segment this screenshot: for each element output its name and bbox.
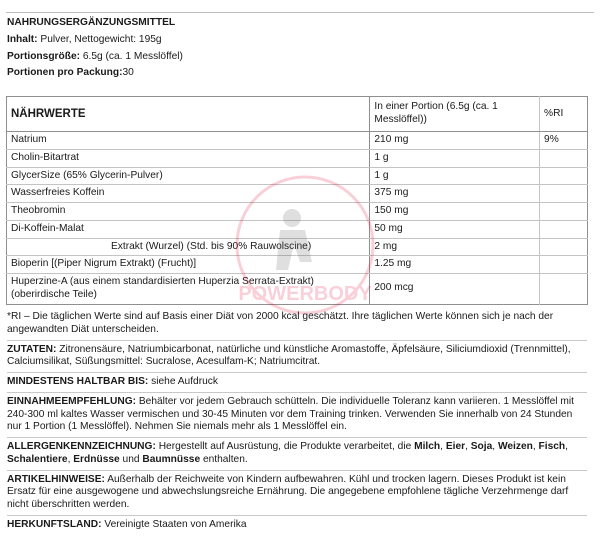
ri-note: *RI – Die täglichen Werte sind auf Basis einer Diät von 2000 kcal geschätzt. Ihre täglichen Werte können sich je nach der angewandten Diät unterscheiden. <box>7 311 554 335</box>
origin-section <box>7 519 587 532</box>
nutrient-amount: 1 g <box>370 167 540 185</box>
table-header-row <box>7 97 588 132</box>
separator: , <box>565 441 568 452</box>
table-row <box>7 167 588 185</box>
nutrient-amount: 200 mcg <box>370 274 540 305</box>
allergen-tree-nuts: Baumnüsse <box>142 453 201 465</box>
nutrient-ri <box>540 149 588 167</box>
nutrition-header: NÄHRWERTE <box>7 97 370 132</box>
allergen-eggs: Eier <box>445 441 466 452</box>
product-header <box>7 17 587 84</box>
divider <box>7 515 587 516</box>
table-row <box>7 149 588 167</box>
separator: , <box>465 441 471 452</box>
allergen-peanuts: Erdnüsse <box>73 453 120 465</box>
allergen-soy: Soja <box>470 441 493 452</box>
top-divider <box>6 12 594 13</box>
nutrient-amount: 2 mg <box>370 238 540 256</box>
allergen-section <box>7 441 587 467</box>
nutrient-ri <box>540 256 588 274</box>
usage-text: Behälter vor jedem Gebrauch schütteln. Die individuelle Toleranz kann variieren. 1 Messlöffel mit 240-300 ml kaltes Wasser vermischen und 30-45 Minuten vor dem Training trinken. Verwenden Sie innerhalb von 24 Stunden nur 1 Portion (1 Messlöffel). Nehmen Sie niemals mehr als 1 Messlöffel ein. <box>7 395 574 433</box>
nutrient-amount: 1.25 mg <box>370 256 540 274</box>
allergen-end: enthalten. <box>200 453 248 465</box>
nutrient-name: Theobromin <box>7 203 370 221</box>
contents-label: Inhalt: <box>7 33 38 45</box>
watermark-text: POWERBODY <box>238 283 372 305</box>
ingredients-section <box>7 344 587 370</box>
product-info <box>7 311 587 535</box>
document-title: NAHRUNGSERGÄNZUNGSMITTEL <box>7 17 176 28</box>
table-row <box>7 132 588 150</box>
contents-line <box>7 34 587 47</box>
contents-value: Pulver, Nettogewicht: 195g <box>40 33 162 45</box>
notes-label: ARTIKELHINWEISE: <box>7 473 105 485</box>
usage-section <box>7 396 587 434</box>
servings-per-pack-value: 30 <box>122 67 134 79</box>
nutrient-ri <box>540 274 588 305</box>
allergen-text: Hergestellt auf Ausrüstung, die Produkte verarbeitet, die <box>155 441 415 452</box>
nutrient-name: GlycerSize (65% Glycerin-Pulver) <box>7 167 370 185</box>
divider <box>7 437 587 438</box>
conjunction: und <box>119 453 143 465</box>
nutrient-amount: 1 g <box>370 149 540 167</box>
table-row <box>7 220 588 238</box>
ingredients-text: Zitronensäure, Natriumbicarbonat, natürliche und künstliche Aromastoffe, Äpfelsäure, Siliciumdioxid (Trennmittel), Calciumsilikat, Süßungsmittel: Sucralose, Acesulfam-K; Natriumcitrat. <box>7 343 571 368</box>
notes-text: Außerhalb der Reichweite von Kindern aufbewahren. Kühl und trocken lagern. Dieses Produkt ist kein Ersatz für eine ausgewogene und abwechslungsreiche Ernährung. Die angegebene empfohlene tägliche Verzehrmenge darf nicht überschritten werden. <box>7 473 569 510</box>
nutrient-name: Cholin-Bitartrat <box>7 149 370 167</box>
nutrient-ri <box>540 203 588 221</box>
usage-label: EINNAHMEEMPFEHLUNG: <box>7 395 137 407</box>
servings-per-pack-line <box>7 67 587 80</box>
nutrient-name: Natrium <box>7 132 370 150</box>
allergen-label: ALLERGENKENNZEICHNUNG: <box>7 441 156 452</box>
notes-section <box>7 474 587 512</box>
serving-size-line <box>7 51 587 64</box>
origin-text: Vereinigte Staaten von Amerika <box>101 518 247 530</box>
table-row <box>7 238 588 256</box>
divider <box>7 340 587 341</box>
separator: , <box>492 441 498 452</box>
best-before-label: MINDESTENS HALTBAR BIS: <box>7 376 149 387</box>
nutrient-name: Wasserfreies Koffein <box>7 185 370 203</box>
nutrient-amount: 50 mg <box>370 220 540 238</box>
nutrient-amount: 375 mg <box>370 185 540 203</box>
divider <box>7 470 587 471</box>
nutrient-ri <box>540 185 588 203</box>
best-before-text: siehe Aufdruck <box>148 376 218 387</box>
nutrient-amount: 210 mg <box>370 132 540 150</box>
ri-header: %RI <box>540 97 588 132</box>
origin-label: HERKUNFTSLAND: <box>7 518 102 530</box>
nutrient-amount: 150 mg <box>370 203 540 221</box>
nutrient-ri: 9% <box>540 132 588 150</box>
nutrient-name: Huperzine-A (aus einem standardisierten Huperzia Serrata-Extrakt) (oberirdische Teile) <box>7 274 370 305</box>
nutrient-ri <box>540 238 588 256</box>
allergen-wheat: Weizen <box>497 441 533 452</box>
nutrient-name: Extrakt (Wurzel) (Std. bis 90% Rauwolscine) <box>7 238 370 256</box>
per-serving-header: In einer Portion (6.5g (ca. 1 Messlöffel)) <box>370 97 540 132</box>
nutrition-table <box>6 96 588 305</box>
separator: , <box>67 453 74 465</box>
separator: , <box>440 441 446 452</box>
divider <box>7 392 587 393</box>
serving-size-label: Portionsgröße: <box>7 50 81 62</box>
divider <box>7 372 587 373</box>
table-row <box>7 203 588 221</box>
best-before-section <box>7 376 587 389</box>
table-row <box>7 274 588 305</box>
allergen-milk: Milch <box>414 441 441 452</box>
nutrient-ri <box>540 220 588 238</box>
ingredients-label: ZUTATEN: <box>7 343 57 355</box>
allergen-fish: Fisch <box>538 441 566 452</box>
allergen-shellfish: Schalentiere <box>7 453 68 465</box>
servings-per-pack-label: Portionen pro Packung: <box>7 67 123 79</box>
serving-size-value: 6.5g (ca. 1 Messlöffel) <box>82 50 183 62</box>
separator: , <box>532 441 539 452</box>
nutrient-ri <box>540 167 588 185</box>
table-row <box>7 185 588 203</box>
table-row <box>7 256 588 274</box>
nutrient-name: Bioperin [(Piper Nigrum Extrakt) (Frucht)] <box>7 256 370 274</box>
nutrient-name: Di-Koffein-Malat <box>7 220 370 238</box>
